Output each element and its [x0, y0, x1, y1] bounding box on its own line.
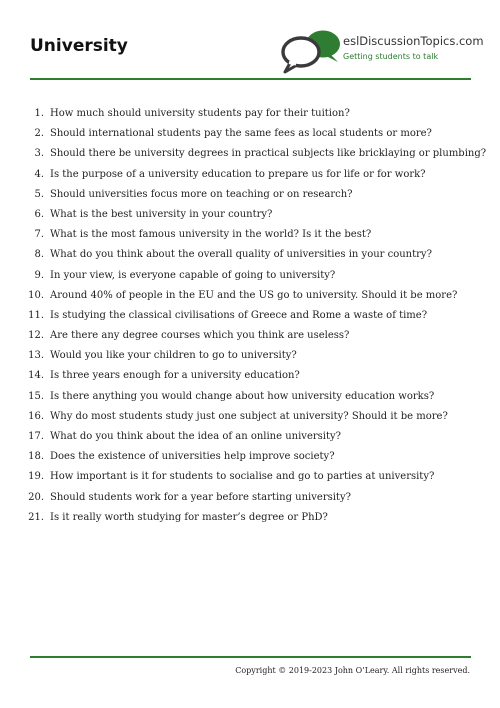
question-text: How important is it for students to socialise and go to parties at university?	[50, 471, 435, 483]
question-item	[22, 390, 477, 410]
question-number: 3.	[34, 148, 44, 160]
question-text: Should international students pay the same fees as local students or more?	[50, 128, 432, 140]
logo-tagline: Getting students to talk	[343, 52, 439, 61]
question-number: 20.	[28, 491, 44, 503]
question-number: 11.	[28, 309, 44, 321]
question-item	[22, 491, 477, 511]
question-number: 8.	[34, 249, 44, 261]
question-text: Does the existence of universities help improve society?	[50, 451, 335, 463]
question-item	[22, 450, 477, 470]
question-item	[22, 470, 477, 490]
question-number: 14.	[28, 370, 44, 382]
question-number: 9.	[34, 269, 44, 281]
question-item	[22, 188, 477, 208]
logo-site-name: eslDiscussionTopics.com	[343, 34, 484, 48]
page-title: University	[30, 36, 128, 56]
question-item	[22, 309, 477, 329]
question-number: 18.	[28, 451, 44, 463]
question-number: 10.	[28, 289, 44, 301]
question-item	[22, 349, 477, 369]
question-item	[22, 208, 477, 228]
speech-bubbles-icon	[280, 29, 342, 74]
question-text: What do you think about the overall quality of universities in your country?	[50, 249, 432, 261]
page-header	[0, 0, 500, 80]
question-text: Should there be university degrees in practical subjects like bricklaying or plumbing?	[50, 148, 487, 160]
question-text: Is the purpose of a university education to prepare us for life or for work?	[50, 168, 426, 180]
question-text: Should students work for a year before starting university?	[50, 491, 351, 503]
question-text: What is the best university in your country?	[50, 208, 273, 220]
question-item	[22, 127, 477, 147]
question-item	[22, 329, 477, 349]
question-list	[22, 107, 487, 531]
question-item	[22, 248, 477, 268]
question-item	[22, 430, 477, 450]
question-number: 5.	[34, 188, 44, 200]
question-text: Is studying the classical civilisations of Greece and Rome a waste of time?	[50, 309, 428, 321]
question-item	[22, 107, 477, 127]
question-number: 6.	[34, 208, 44, 220]
question-item	[22, 168, 477, 188]
question-number: 19.	[28, 471, 44, 483]
header-divider	[30, 78, 471, 80]
footer-divider	[30, 656, 471, 658]
question-text: Around 40% of people in the EU and the US go to university. Should it be more?	[50, 289, 458, 301]
question-text: Why do most students study just one subject at university? Should it be more?	[50, 410, 448, 422]
question-number: 4.	[34, 168, 44, 180]
question-number: 1.	[34, 108, 44, 119]
question-number: 7.	[34, 229, 44, 241]
question-text: Would you like your children to go to university?	[50, 350, 297, 362]
question-text: Should universities focus more on teaching or on research?	[50, 188, 353, 200]
question-number: 16.	[28, 410, 44, 422]
question-item	[22, 269, 477, 289]
question-number: 21.	[28, 511, 44, 523]
question-item	[22, 410, 477, 430]
site-logo	[280, 29, 484, 74]
question-number: 15.	[28, 390, 44, 402]
question-number: 12.	[28, 330, 44, 342]
question-number: 17.	[28, 431, 44, 442]
question-item	[22, 289, 477, 309]
question-item	[22, 511, 477, 531]
copyright-notice: Copyright © 2019-2023 John O’Leary. All rights reserved.	[235, 666, 470, 675]
question-text: Are there any degree courses which you think are useless?	[50, 330, 350, 342]
question-text: Is it really worth studying for master’s degree or PhD?	[50, 511, 328, 523]
question-text: How much should university students pay for their tuition?	[50, 108, 350, 119]
question-text: What do you think about the idea of an online university?	[50, 431, 342, 442]
question-item	[22, 369, 477, 389]
question-item	[22, 228, 477, 248]
question-text: What is the most famous university in the world? Is it the best?	[50, 229, 372, 241]
question-text: Is there anything you would change about how university education works?	[50, 390, 435, 402]
question-text: Is three years enough for a university education?	[50, 370, 300, 382]
question-number: 2.	[34, 128, 44, 140]
question-number: 13.	[28, 350, 44, 362]
question-text: In your view, is everyone capable of going to university?	[50, 269, 336, 281]
question-item	[22, 147, 487, 167]
